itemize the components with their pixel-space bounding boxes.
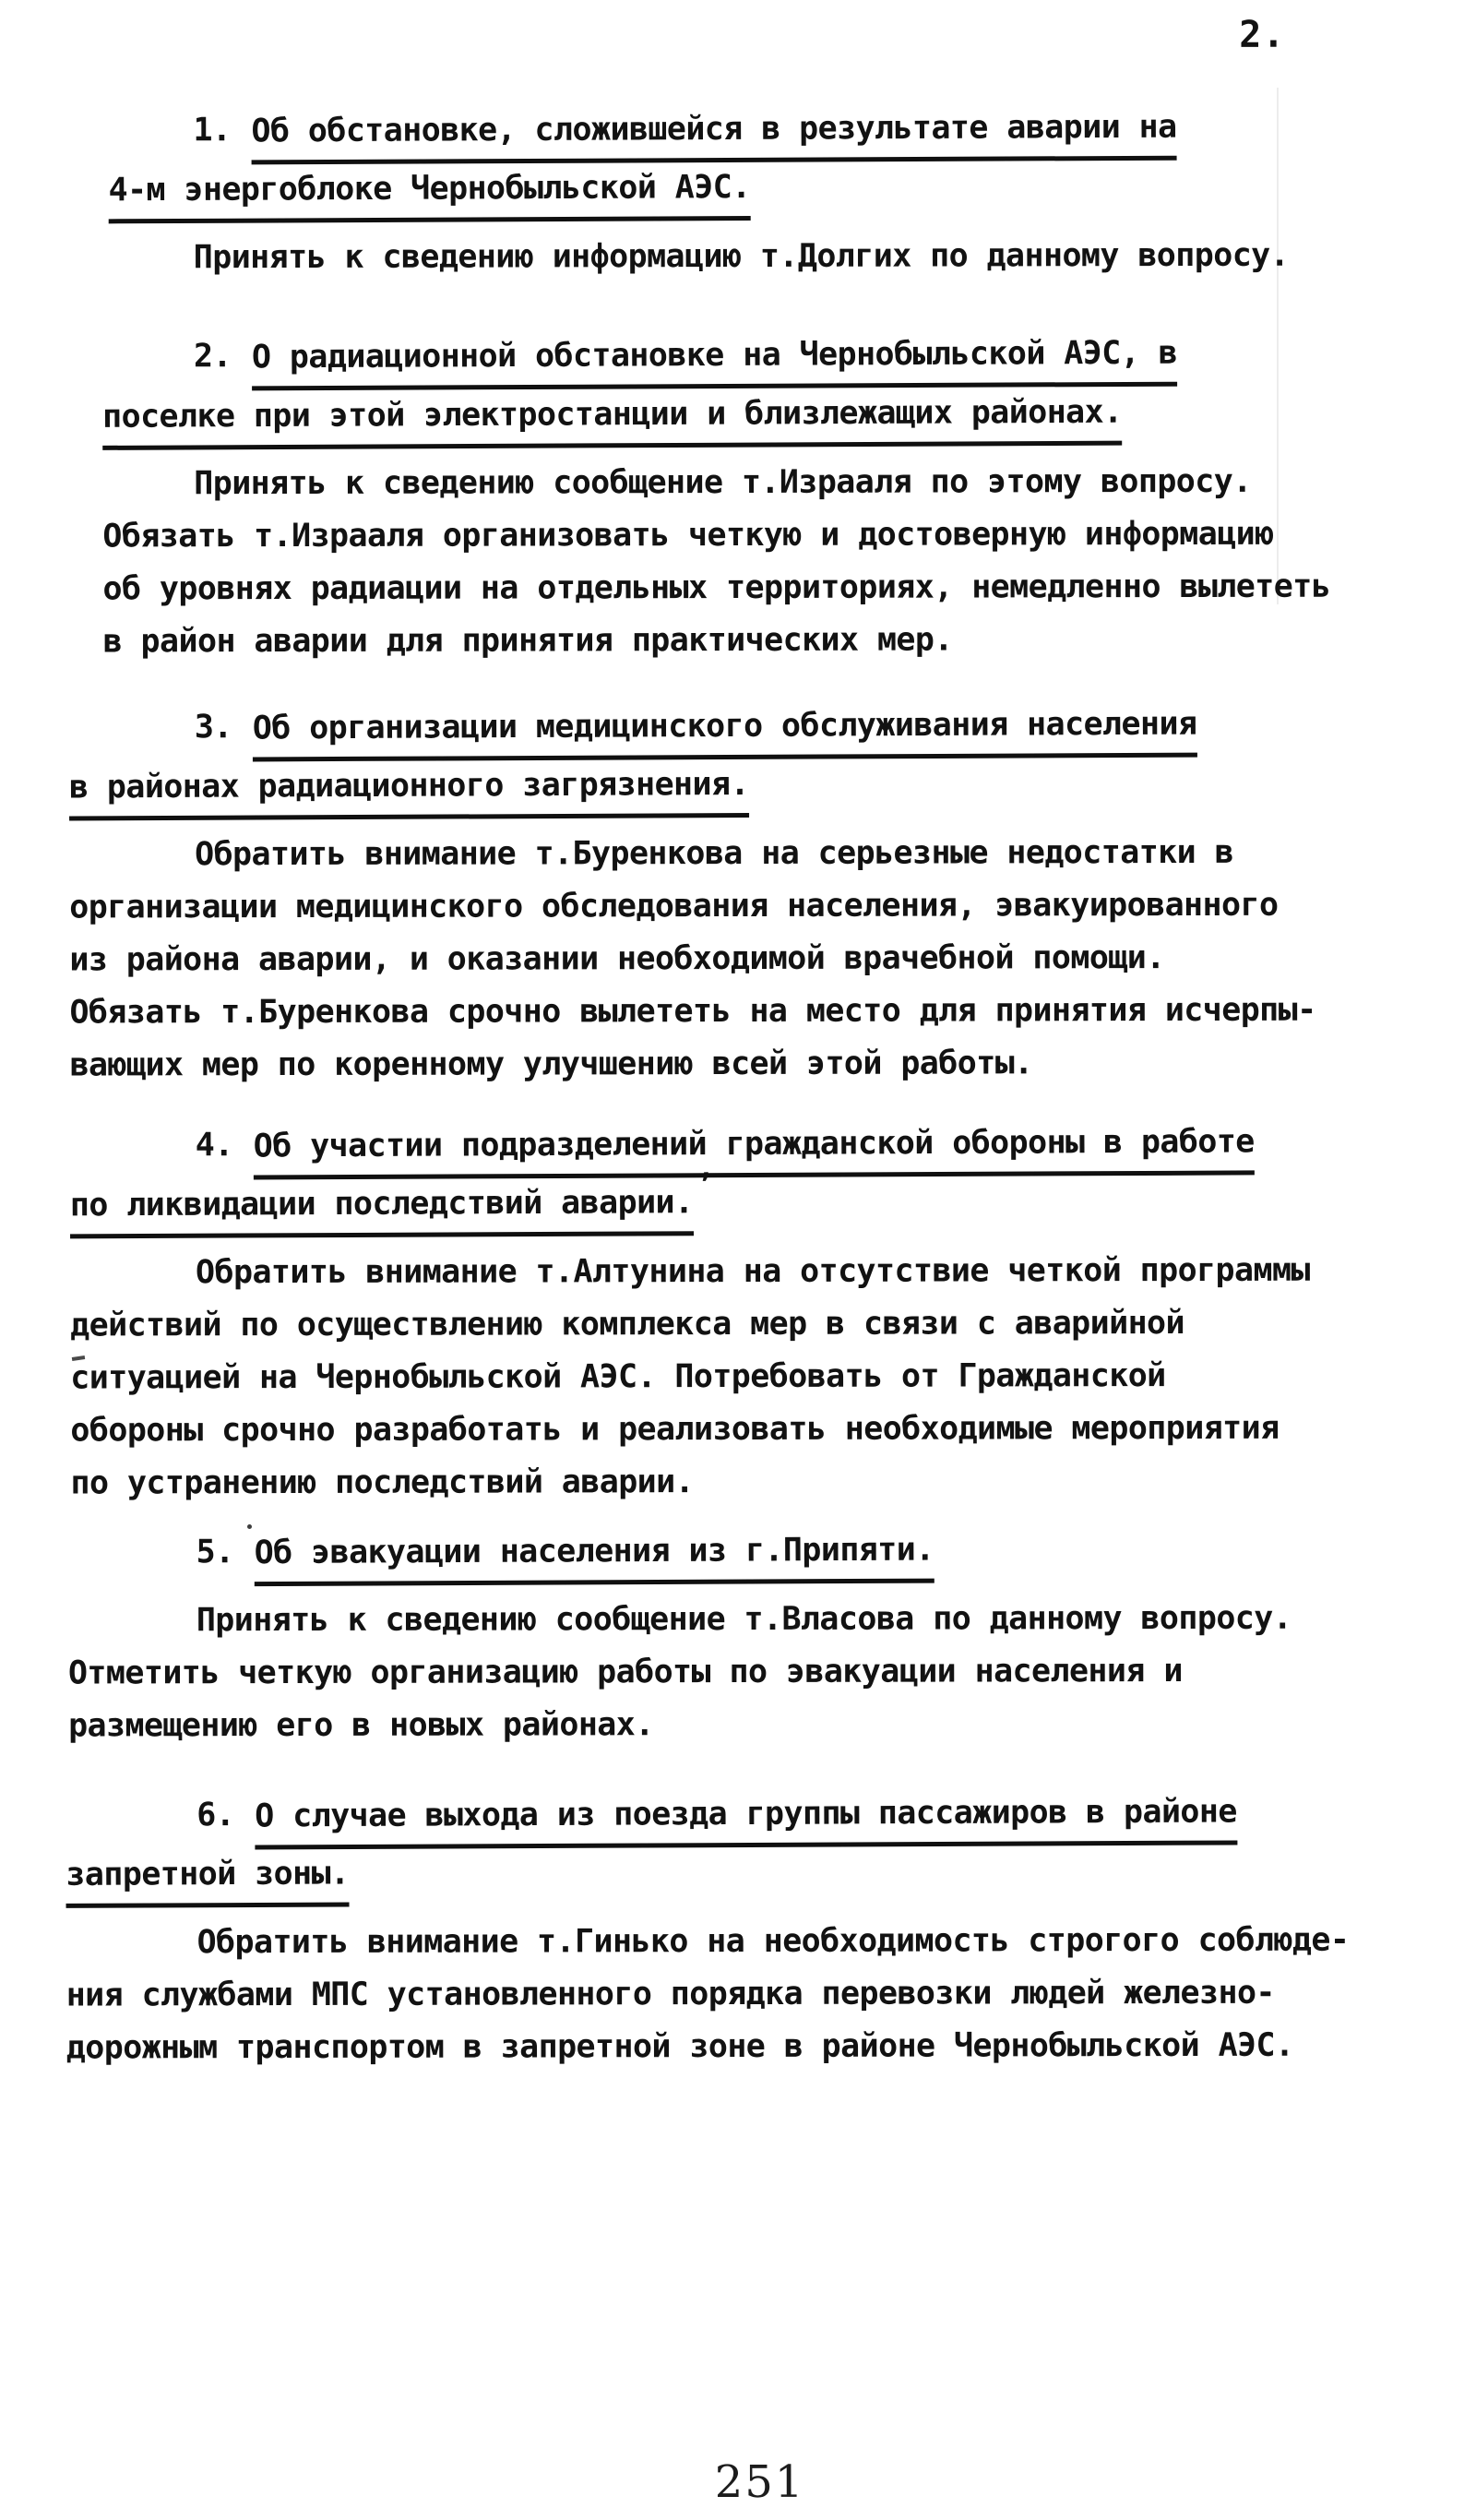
body-line: действий по осуществлению комплекса мер в связи с аварийной <box>70 1304 1185 1344</box>
title-line <box>1 1845 1476 1907</box>
item-title-underlined: 4-м энергоблоке Чернобыльской АЭС. <box>108 161 750 223</box>
item-title-underlined: О радиационной обстановке на Чернобыльской АЭС, в <box>252 328 1177 391</box>
item-number: 2. <box>193 338 232 376</box>
item-title-underlined: Об обстановке, сложившейся в результате аварии на <box>251 102 1176 165</box>
body-line: Принять к сведению сообщение т.Власова по данному вопросу. <box>196 1599 1292 1640</box>
item-resolution <box>1 1592 1476 1752</box>
body-line: Отметить четкую организацию работы по эвакуации населения и <box>67 1652 1183 1692</box>
body-line: ситуацией на Чернобыльской АЭС. Потребовать от Гражданской <box>70 1357 1166 1397</box>
title-line <box>1 1523 1476 1585</box>
body-line: Обязать т.Израаля организовать четкую и достоверную информацию <box>102 515 1274 555</box>
item-title-underlined: в районах радиационного загрязнения. <box>69 758 749 820</box>
title-line <box>1 1786 1476 1848</box>
item-title-underlined: Об эвакуации населения из г.Припяти. <box>254 1524 934 1586</box>
item-number: 6. <box>196 1797 235 1834</box>
item-title-underlined: поселке при этой электростанции и близлежащих районах. <box>102 387 1123 450</box>
item-resolution <box>0 1244 1476 1510</box>
body-line: Обязать т.Буренкова срочно вылететь на место для принятия исчерпы- <box>69 991 1316 1032</box>
agenda-item-2 <box>0 328 1475 668</box>
title-line <box>0 758 1475 819</box>
item-title-underlined: Об организации медицинского обслуживания населения <box>253 699 1197 762</box>
item-number: 3. <box>194 709 232 746</box>
title-line <box>0 387 1474 448</box>
agenda-item-5 <box>1 1523 1476 1752</box>
agenda-item-4 <box>0 1117 1476 1510</box>
title-line <box>0 328 1474 389</box>
title-line <box>0 1117 1476 1178</box>
document-content <box>0 102 1476 2074</box>
body-line: Принять к сведению информацию т.Долгих по данному вопросу. <box>193 236 1290 277</box>
item-number: 4. <box>195 1127 233 1164</box>
body-line: Обратить внимание т.Гинько на необходимость строгого соблюде- <box>196 1921 1350 1962</box>
title-line <box>0 102 1474 163</box>
body-line: дорожным транспортом в запретной зоне в районе Чернобыльской АЭС. <box>65 2026 1294 2067</box>
item-number: 5. <box>196 1534 234 1571</box>
item-resolution <box>0 826 1476 1092</box>
body-line: из района аварии, и оказании необходимой врачебной помощи. <box>69 939 1165 979</box>
body-line: ния службами МПС установленного порядка перевозки людей железно- <box>65 1974 1275 2014</box>
item-title-underlined: О случае выхода из поезда группы пассажиров в районе <box>255 1785 1237 1849</box>
scan-artifact-mark: ʼ <box>696 1168 713 1201</box>
item-title-underlined: Об участии подразделений гражданской обороны в работе <box>254 1116 1255 1179</box>
body-line: обороны срочно разработать и реализовать необходимые мероприятия <box>70 1409 1280 1450</box>
body-line: в район аварии для принятия практических мер. <box>102 621 953 661</box>
item-resolution <box>1 1914 1476 2074</box>
page-number-bottom: 251 <box>714 2455 805 2509</box>
item-number: 1. <box>193 112 232 149</box>
item-title-underlined: по ликвидации последствий аварии. <box>70 1176 694 1238</box>
title-line <box>0 161 1474 222</box>
body-line: Обратить внимание т.Алтунина на отсутствие четкой программы <box>195 1251 1310 1292</box>
title-line <box>0 699 1475 760</box>
body-line: вающих мер по коренному улучшению всей этой работы. <box>69 1045 1033 1084</box>
item-resolution <box>0 229 1474 284</box>
agenda-item-3 <box>0 699 1476 1092</box>
body-line: размещению его в новых районах. <box>68 1706 654 1745</box>
item-resolution <box>0 455 1475 668</box>
body-line: организации медицинского обследования населения, эвакуированного <box>69 886 1279 926</box>
body-line: Принять к сведению сообщение т.Израаля по этому вопросу. <box>194 462 1252 503</box>
body-line: Обратить внимание т.Буренкова на серьезные недостатки в <box>195 833 1234 874</box>
agenda-item-6 <box>1 1786 1476 2074</box>
agenda-item-1 <box>0 102 1474 284</box>
title-line <box>0 1168 1476 1237</box>
body-line: об уровнях радиации на отдельных территориях, немедленно вылететь <box>102 567 1331 608</box>
page-number-top: 2. <box>1239 13 1286 56</box>
body-line: по устранению последствий аварии. <box>70 1463 695 1502</box>
item-title-underlined: запретной зоны. <box>65 1847 349 1907</box>
